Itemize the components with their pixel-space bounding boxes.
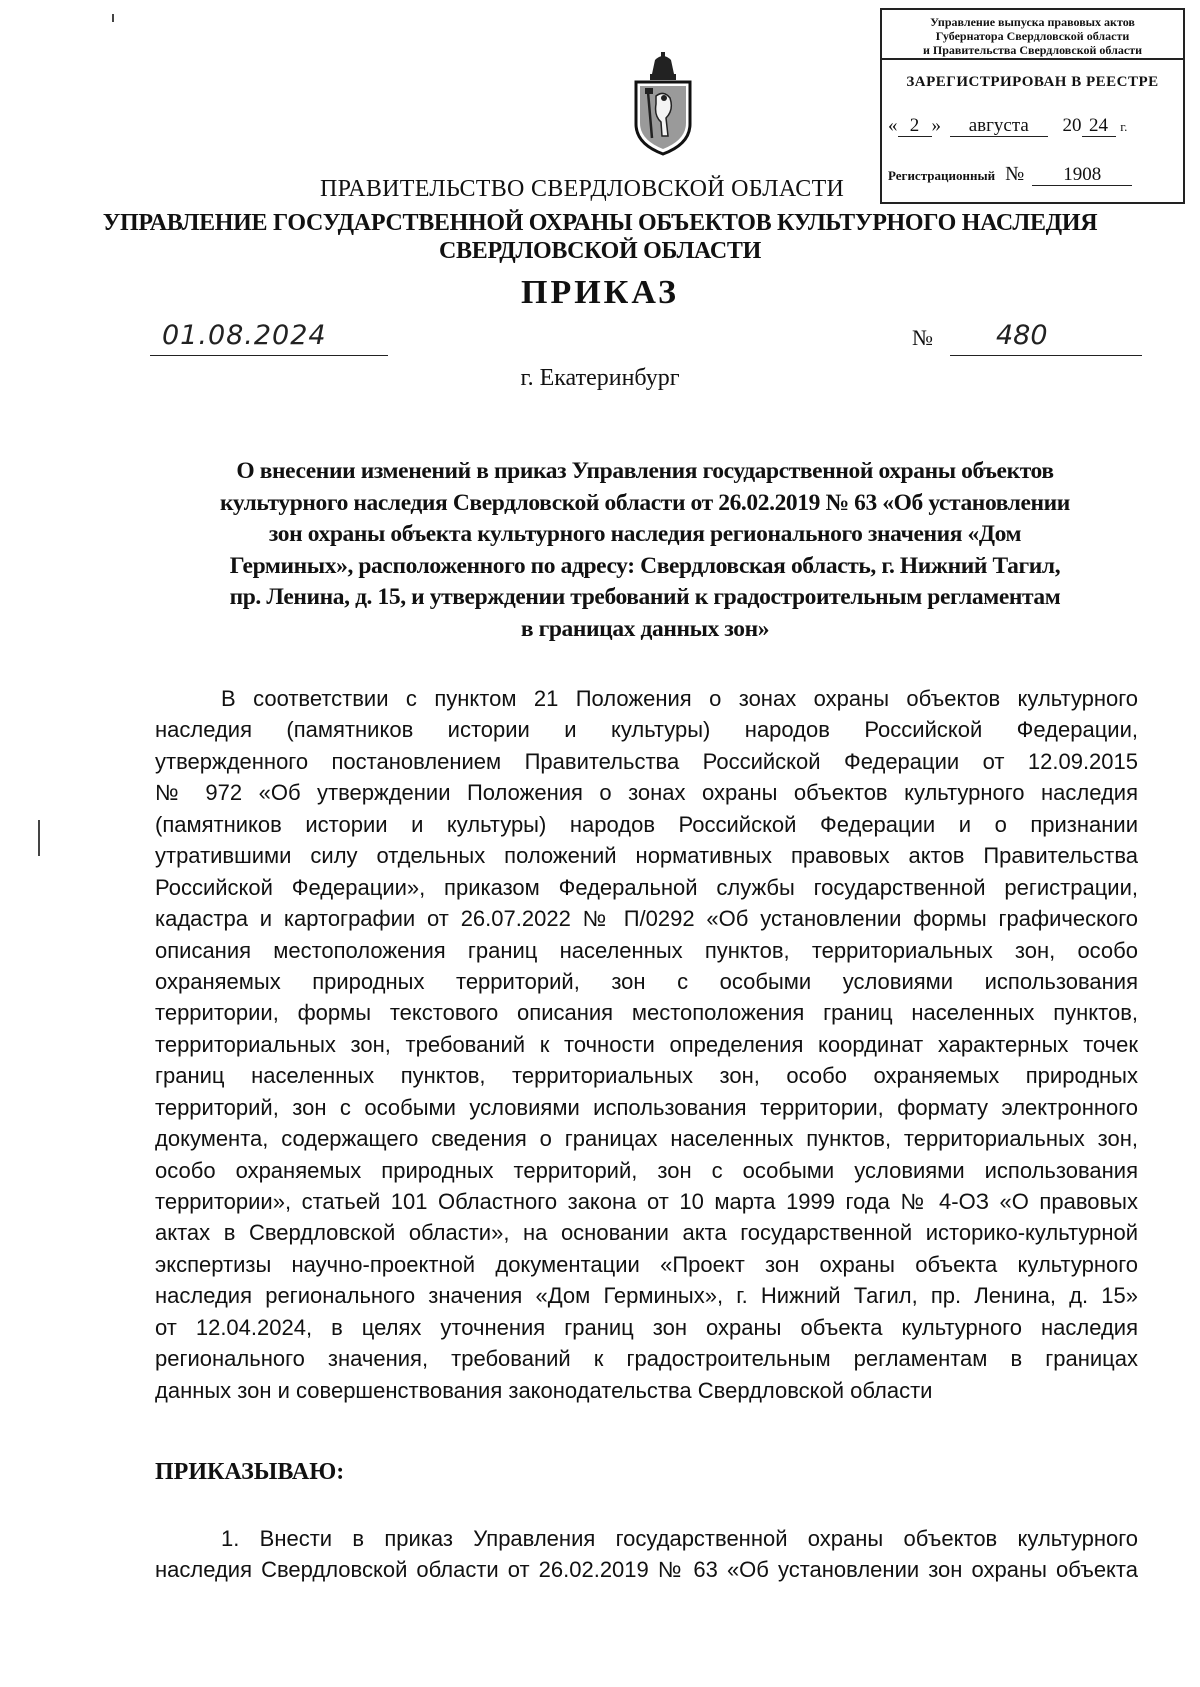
- title-line: зон охраны объекта культурного наследия регионального значения «Дом: [268, 521, 1022, 547]
- stamp-year-suffix: г.: [1120, 119, 1128, 134]
- body-line: № 972 «Об утверждении Положения о зонах охраны объектов культурного наследия: [155, 780, 1138, 806]
- stamp-number-label: Регистрационный: [888, 168, 996, 183]
- point-1-line: 1. Внести в приказ Управления государственной охраны объектов культурного: [221, 1526, 1138, 1551]
- order-title: ПРИКАЗ: [521, 274, 679, 311]
- city: г. Екатеринбург: [520, 365, 680, 391]
- registration-stamp: [880, 8, 1185, 204]
- stamp-date-open: «: [888, 115, 898, 136]
- title-line: Герминых», расположенного по адресу: Свердловская область, г. Нижний Тагил,: [229, 552, 1061, 579]
- body-line: утратившими силу отдельных положений нормативных правовых актов Правительства: [155, 843, 1138, 869]
- body-line: от 12.04.2024, в целях уточнения границ зон охраны объекта культурного наследия: [155, 1314, 1138, 1340]
- body-line: территориальных зон, требований к точности определения координат характерных точек: [155, 1031, 1138, 1057]
- stamp-year: 24: [1082, 116, 1116, 137]
- body-line: кадастра и картографии от 26.07.2022 № П/0292 «Об установлении формы графического: [155, 906, 1138, 932]
- stamp-month: августа: [950, 116, 1048, 137]
- title-line: в границах данных зон»: [520, 615, 770, 642]
- scan-artifact-top: [112, 14, 114, 22]
- stamp-number-sign: №: [1005, 163, 1025, 185]
- body-line: охраняемых природных территорий, зон с особыми условиями использования: [155, 968, 1138, 994]
- body-line: описания местоположения границ населенных пунктов, территориальных зон, особо: [155, 937, 1138, 963]
- stamp-number: 1908: [1032, 165, 1132, 186]
- title-line: культурного наследия Свердловской области от 26.02.2019 № 63 «Об установлении: [220, 489, 1070, 516]
- government-name: ПРАВИТЕЛЬСТВО СВЕРДЛОВСКОЙ ОБЛАСТИ: [320, 176, 845, 202]
- agency-name-line1: УПРАВЛЕНИЕ ГОСУДАРСТВЕННОЙ ОХРАНЫ ОБЪЕКТОВ КУЛЬТУРНОГО НАСЛЕДИЯ: [102, 210, 1098, 236]
- body-line: данных зон и совершенствования законодательства Свердловской области: [155, 1377, 933, 1403]
- body-line: регионального значения, требований к градостроительным регламентам в границах: [155, 1346, 1138, 1372]
- body-line: территории, формы текстового описания местоположения границ населенных пунктов,: [155, 1000, 1138, 1026]
- point-1-line: наследия Свердловской области от 26.02.2019 № 63 «Об установлении зон охраны объекта: [155, 1557, 1138, 1583]
- agency-name-line2: СВЕРДЛОВСКОЙ ОБЛАСТИ: [439, 238, 761, 264]
- order-number-sign: №: [912, 325, 933, 350]
- point-1-paragraph: [155, 1523, 1138, 1586]
- body-line: утвержденного постановлением Правительства Российской Федерации от 12.09.2015: [155, 748, 1138, 774]
- stamp-number-row: [882, 163, 1183, 186]
- body-line: В соответствии с пунктом 21 Положения о зонах охраны объектов культурного: [221, 686, 1138, 711]
- order-date-handwritten: 01.08.2024: [150, 320, 388, 356]
- body-line: документа, содержащего сведения о границах населенных пунктов, территориальных зон,: [155, 1126, 1138, 1152]
- body-line: Российской Федерации», приказом Федеральной службы государственной регистрации,: [155, 874, 1138, 900]
- stamp-year-prefix: 20: [1062, 115, 1082, 136]
- scan-artifact-left: [38, 820, 40, 856]
- document-title: [150, 456, 1140, 645]
- title-line: О внесении изменений в приказ Управления государственной охраны объектов: [236, 458, 1054, 484]
- title-line: пр. Ленина, д. 15, и утверждении требований к градостроительным регламентам: [229, 584, 1061, 610]
- preamble-paragraph: [155, 683, 1138, 1406]
- stamp-header-line: Управление выпуска правовых актов: [930, 15, 1135, 29]
- stamp-date: [882, 115, 1183, 137]
- body-line: экспертизы научно-проектной документации «Проект зон охраны объекта культурного: [155, 1251, 1138, 1277]
- coat-of-arms-icon: [628, 52, 698, 156]
- body-line: территорий, зон с особыми условиями использования территории, формату электронного: [155, 1094, 1138, 1120]
- stamp-header-line: Губернатора Свердловской области: [935, 29, 1130, 43]
- body-line: (памятников истории и культуры) народов Российской Федерации и о признании: [155, 811, 1138, 837]
- body-line: территории», статьей 101 Областного закона от 10 марта 1999 года № 4-ОЗ «О правовых: [155, 1189, 1138, 1214]
- body-line: наследия (памятников истории и культуры) народов Российской Федерации,: [155, 717, 1138, 743]
- order-number-handwritten: 480: [950, 320, 1142, 356]
- stamp-day: 2: [898, 116, 932, 137]
- body-line: актах в Свердловской области», на основании акта государственной историко-культурной: [155, 1220, 1138, 1246]
- stamp-header: [882, 10, 1183, 60]
- stamp-registered-label: ЗАРЕГИСТРИРОВАН В РЕЕСТРЕ: [906, 74, 1159, 90]
- body-line: наследия регионального значения «Дом Герминых», г. Нижний Тагил, пр. Ленина, д. 15»: [155, 1283, 1138, 1309]
- decree-heading: ПРИКАЗЫВАЮ:: [155, 1459, 345, 1485]
- body-line: границ населенных пунктов, территориальных зон, особо охраняемых природных: [155, 1063, 1138, 1089]
- body-line: особо охраняемых природных территорий, зон с особыми условиями использования: [155, 1157, 1138, 1183]
- stamp-header-line: и Правительства Свердловской области: [923, 43, 1142, 57]
- stamp-date-mid: »: [931, 115, 941, 136]
